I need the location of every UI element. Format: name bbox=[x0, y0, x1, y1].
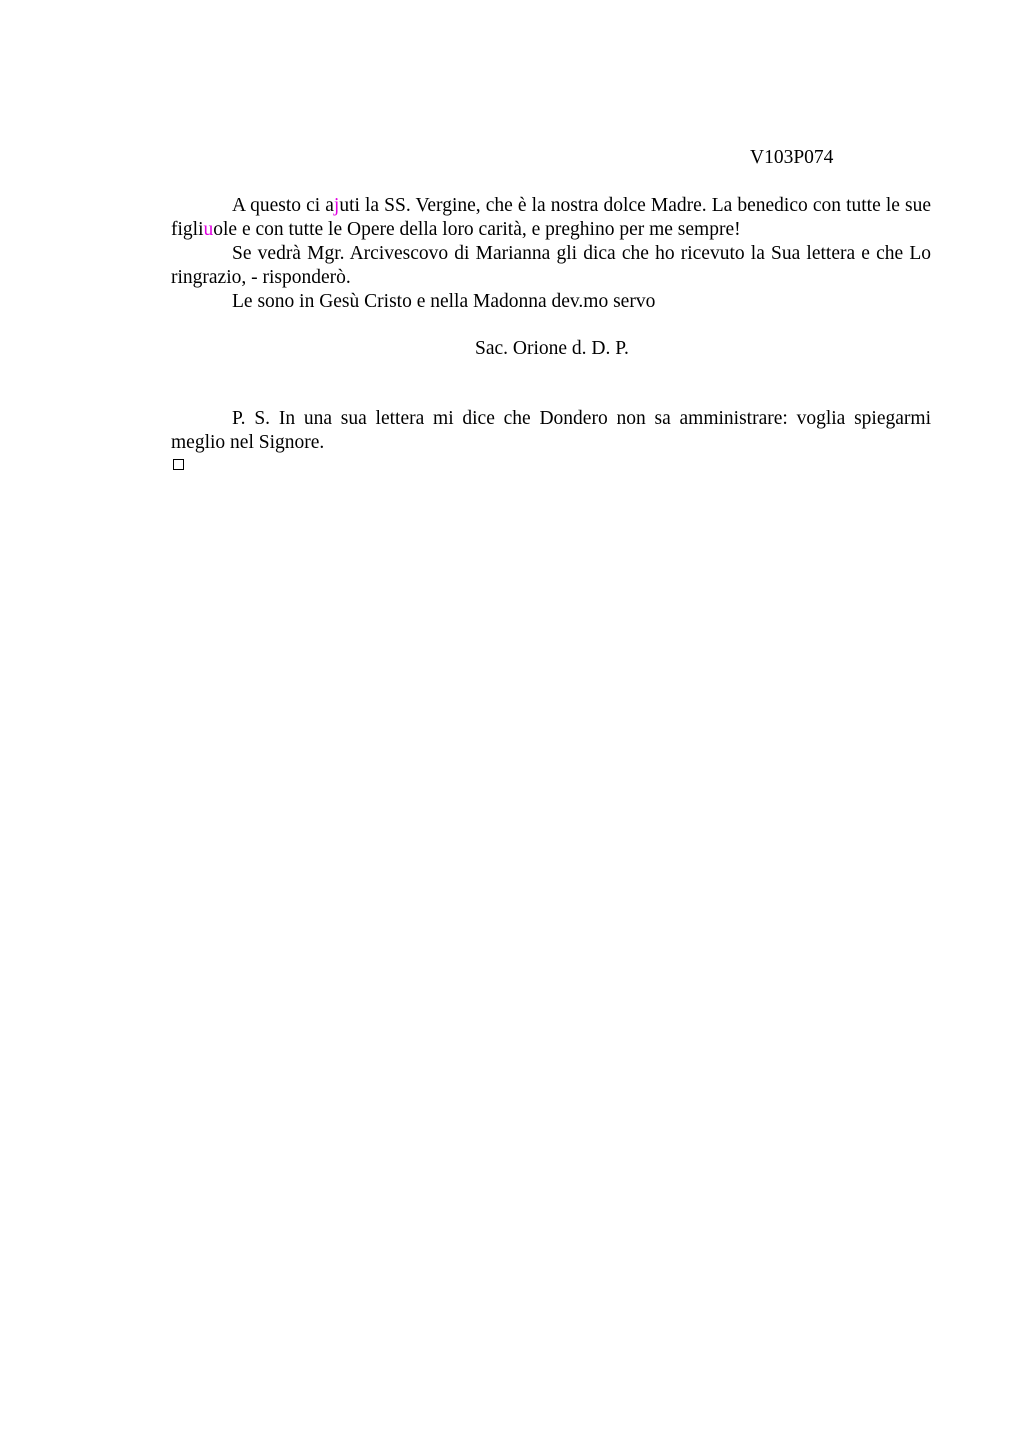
letter-body bbox=[171, 194, 931, 314]
paragraph-blessing-text-3: ole e con tutte le Opere della loro carità, e preghino per me sempre! bbox=[213, 219, 741, 240]
paragraph-closing: Le sono in Gesù Cristo e nella Madonna dev.mo servo bbox=[232, 291, 656, 312]
postscript: P. S. In una sua lettera mi dice che Dondero non sa amministrare: voglia spiegarmi meglio nel Signore. bbox=[171, 408, 931, 453]
empty-square-icon bbox=[173, 459, 184, 470]
signature: Sac. Orione d. D. P. bbox=[475, 338, 629, 359]
paragraph-blessing bbox=[171, 194, 931, 242]
page-reference: V103P074 bbox=[750, 147, 834, 168]
highlighted-letter-u: u bbox=[203, 219, 214, 240]
paragraph-blessing-text-1: A questo ci a bbox=[232, 195, 334, 216]
paragraph-archbishop: Se vedrà Mgr. Arcivescovo di Marianna gli dica che ho ricevuto la Sua lettera e che Lo ringrazio, - risponderò. bbox=[171, 243, 931, 288]
highlighted-letter-j: j bbox=[333, 195, 340, 216]
paragraph-blessing-text-2: uti la SS. Vergine, che è la nostra dolce Madre. La benedico con tutte le sue figli bbox=[171, 195, 931, 240]
